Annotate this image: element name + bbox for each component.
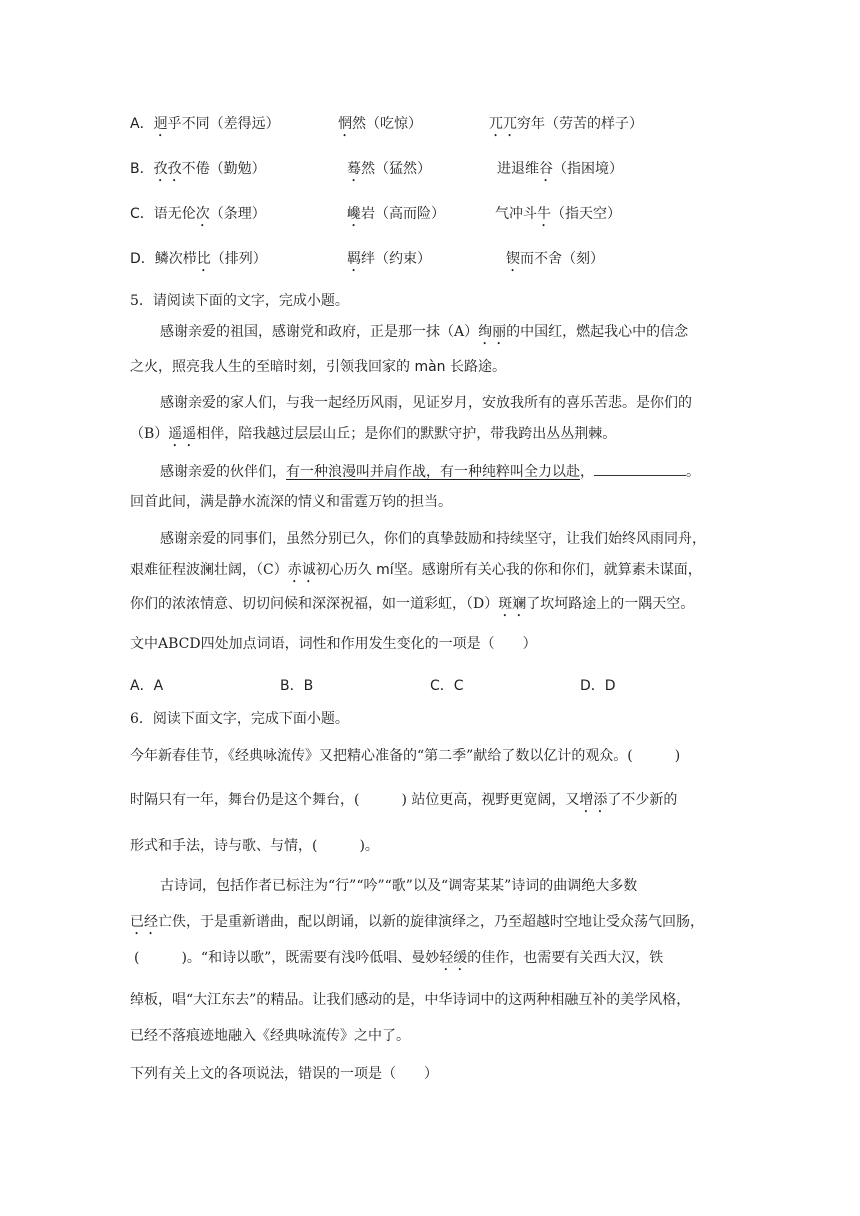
dotted-word: 轻缓 [439,950,468,966]
text: 的中国红，燃起我心中的信念 [506,324,689,340]
option-text: 然（猛然） [361,161,431,177]
option-text: （指天空） [551,206,621,222]
q5-passage-p3-line1 [160,461,700,482]
text: 了坎坷路途上的一隅天空。 [526,596,695,612]
dotted-word: 蓦 [347,161,361,177]
text: 初心历久 [315,562,372,578]
option-text: 然（吃惊） [352,116,422,132]
text: 你们的浓浓情意、切切问候和深深祝福，如一道彩虹，（D） [130,596,499,612]
q5-passage-p4-line3 [130,594,694,620]
option-text: 鳞次栉 [154,251,197,267]
dotted-word: 赤诚 [287,562,316,578]
q6-stem: 6．阅读下面文字，完成下面小题。 [130,711,349,727]
dotted-word: 遥遥 [168,426,197,442]
dotted-word: 比 [196,251,211,267]
option-letter: A． [130,116,154,132]
text: 了不少新的 [607,792,678,808]
q4-option-B-word2 [347,159,431,185]
dotted-word: 羁 [347,251,361,267]
text: 坚。感谢所有关心我的你和你们，就算素未谋面， [393,562,702,578]
q5-question: 文中ABCD四处加点词语，词性和作用发生变化的一项是（ ） [130,636,537,652]
option-text: 乎不同（差得远） [167,116,280,132]
dotted-word: 谷 [539,161,553,177]
q5-stem: 5．请阅读下面的文字，完成小题。 [130,293,349,309]
q4-option-D-word2 [347,249,431,275]
q6-passage-line4: 古诗词，包括作者已标注为“行”“吟”“歌”以及“调寄某某”诗词的曲调绝大多数 [160,878,638,894]
option-text: （指困境） [553,161,623,177]
q4-option-C-word3 [495,204,621,230]
text: 的佳作，也需要有关西大汉，铁 [467,950,664,966]
option-text: 绊（约束） [361,251,431,267]
option-text: （排列） [210,251,267,267]
text: 感谢亲爱的伙伴们， [160,464,286,480]
q6-passage-line7: 绰板，唱“大江东去”的精品。让我们感动的是，中华诗词中的这两种相融互补的美学风格， [130,992,691,1008]
q5-option-B[interactable]: B．B [280,678,314,694]
option-letter: B． [130,161,154,177]
q5-passage-p1-line2 [130,357,506,377]
q6-passage-line8: 已经不落痕迹地融入《经典咏流传》之中了。 [130,1028,410,1044]
option-text: 语无伦 [153,206,196,222]
q4-option-B[interactable] [130,159,266,185]
text: 。 [686,464,700,480]
q5-passage-p4-line1: 感谢亲爱的同事们，虽然分别已久，你们的真挚鼓励和持续坚守，让我们始终风雨同舟， [160,531,706,547]
dotted-word: 已经 [130,914,158,930]
q6-passage-line2 [130,790,677,816]
q5-passage-p3-line2: 回首此间，满是静水流深的情义和雷霆万钧的担当。 [130,494,452,510]
q4-option-D[interactable] [130,249,267,275]
q4-option-B-word3 [497,159,623,185]
q6-passage-line6 [134,948,663,974]
dotted-word: 绚丽 [478,324,507,340]
q5-passage-p1-line1 [160,322,730,348]
q5-passage-p2-line1: 感谢亲爱的家人们，与我一起经历风雨，见证岁月，安放我所有的喜乐苦悲。是你们的 [160,395,692,411]
q6-question: 下列有关上文的各项说法，错误的一项是（ ） [130,1066,438,1082]
underlined-sentence: 有一种浪漫叫并肩作战，有一种纯粹叫全力以赴 [286,464,580,480]
answer-blank[interactable] [594,461,686,476]
q4-option-A-word3 [489,114,643,140]
option-text: 不倦（勤勉） [181,161,266,177]
option-text: 气冲斗 [495,206,537,222]
option-text: 岩（高而险） [361,206,445,222]
text: 亡佚，于是重新谱曲，配以朗诵，以新的旋律演绎之，乃至超越时空地让受众荡气回肠， [158,914,704,930]
dotted-word: 次 [195,206,210,222]
option-letter: C． [130,206,154,222]
q4-option-C-word2 [347,204,445,230]
dotted-word: 增添 [579,792,608,808]
text: 之火，照亮我人生的至暗时刻，引领我回家的 [130,359,410,375]
text: （B） [130,426,169,442]
text: ， [580,464,594,480]
option-text: （条理） [209,206,266,222]
q5-option-D[interactable]: D．D [580,678,616,694]
q4-option-C[interactable] [130,204,266,230]
text: 相伴，陪我越过层层山丘；是你们的默默守护，带我跨出丛丛荆棘。 [196,426,617,442]
option-text: 而不舍（刻） [520,251,604,267]
pinyin: mí [371,562,394,578]
dotted-word: 孜孜 [153,161,182,177]
dotted-word: 兀兀 [489,116,517,132]
dotted-word: 锲 [506,251,520,267]
q5-option-A[interactable]: A．A [130,678,164,694]
pinyin: màn [410,359,450,375]
dotted-word: 迥 [153,116,168,132]
q6-passage-line5 [130,912,704,938]
dotted-word: 巉 [347,206,361,222]
text: 时隔只有一年，舞台仍是这个舞台，( ) 站位更高，视野更宽阔，又 [130,792,580,808]
q5-passage-p2-line2 [130,424,616,450]
q6-passage-line1: 今年新春佳节，《经典咏流传》又把精心准备的“第二季”献给了数以亿计的观众。( ) [130,748,681,764]
q5-passage-p4-line2 [130,560,702,586]
option-letter: D． [130,251,155,267]
q6-passage-line3: 形式和手法，诗与歌、与情，( )。 [130,838,379,854]
dotted-word: 斑斓 [498,596,527,612]
q5-option-C[interactable]: C．C [430,678,464,694]
q4-option-A-word2 [338,114,422,140]
text: 感谢亲爱的祖国，感谢党和政府，正是那一抹（A） [160,324,479,340]
text: 长路途。 [450,359,506,375]
text: 艰难征程波澜壮阔，（C） [130,562,288,578]
dotted-word: 牛 [537,206,551,222]
q4-option-D-word3 [506,249,604,275]
option-text: 进退维 [497,161,539,177]
option-text: 穷年（劳苦的样子） [517,116,643,132]
q4-option-A[interactable] [130,114,280,140]
text: ( )。“和诗以歌”，既需要有浅吟低唱、曼妙 [134,950,440,966]
dotted-word: 惘 [338,116,352,132]
